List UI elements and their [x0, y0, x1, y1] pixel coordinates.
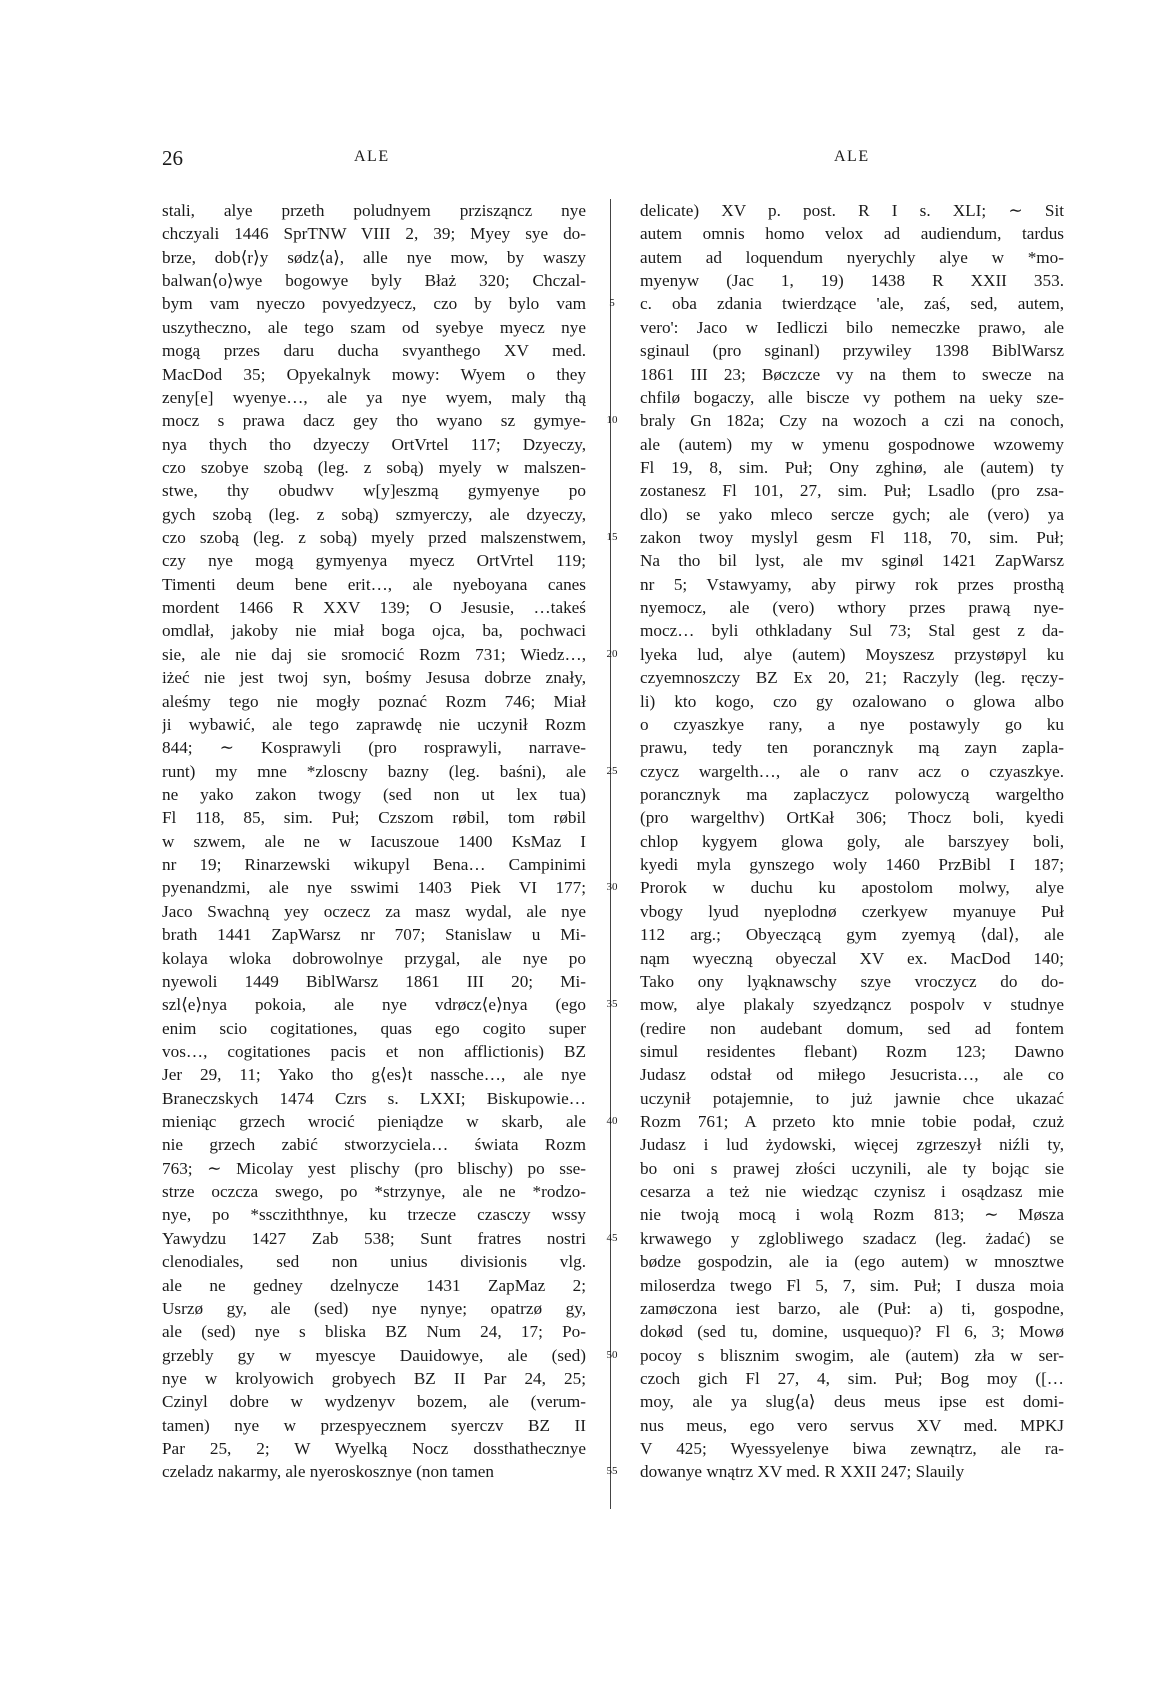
- text-line: ale ne gedney dzelnycze 1431 ZapMaz 2;: [162, 1275, 586, 1295]
- text-line: porancznyk ma zaplaczycz polowyczą wargeltho: [640, 784, 1064, 804]
- text-line: nya thych tho dzyeczy OrtVrtel 117; Dzyeczy,: [162, 434, 586, 454]
- text-line: MacDod 35; Opyekalnyk mowy: Wyem o they: [162, 364, 586, 384]
- text-line: vbogy lyud nyeplodnø czerkyew myanuye Puł: [640, 901, 1064, 921]
- text-line: nyemocz, ale (vero) wthory przes prawą nye-: [640, 598, 1064, 618]
- text-line: sie, ale nie daj sie sromocić Rozm 731; Wiedz…,: [162, 644, 586, 664]
- text-line: iżeć nie jest twoj syn, bośmy Jesusa dobrze znały,: [162, 668, 586, 688]
- text-line: Tako ony lyąknawschy szye vroczycz do do-: [640, 971, 1064, 991]
- text-line: 112 arg.; Obyeczącą gym zyemyą ⟨dal⟩, ale: [640, 925, 1064, 945]
- text-line: li) kto kogo, czo gy ozalowano o glowa albo: [640, 691, 1064, 711]
- text-line: nąm wyeczną obyeczal XV ex. MacDod 140;: [640, 948, 1064, 968]
- text-line: szl⟨e⟩nya pokoia, ale nye vdrøcz⟨e⟩nya (ego: [162, 995, 586, 1015]
- text-line: strze oczcza swego, po *strzynye, ale ne *rodzo-: [162, 1182, 586, 1202]
- text-line: mocz… byli othkladany Sul 73; Stal gest z da-: [640, 621, 1064, 641]
- text-line: ale (autem) my w ymenu gospodnowe wzowemy: [640, 434, 1064, 454]
- text-line: stali, alye przeth poludnyem przisząncz nye: [162, 201, 586, 220]
- text-line: zostanesz Fl 101, 27, sim. Puł; Lsadlo (pro zsa-: [640, 481, 1064, 501]
- line-number: 30: [606, 881, 618, 894]
- text-line: nyewoli 1449 BiblWarsz 1861 III 20; Mi-: [162, 971, 586, 991]
- text-line: nye w krolyowich grobyech BZ II Par 24, 25;: [162, 1368, 586, 1388]
- text-line: uszytheczno, ale tego szam od syebye myecz nye: [162, 317, 586, 337]
- text-line: (redire non audebant domum, sed ad fontem: [640, 1018, 1064, 1038]
- text-line: omdlał, jakoby nie miał boga ojca, ba, pochwaci: [162, 621, 586, 641]
- text-line: zeny[e] wyenye…, ale ya nye wyem, maly thą: [162, 387, 586, 407]
- text-line: Yawydzu 1427 Zab 538; Sunt fratres nostri: [162, 1228, 586, 1248]
- text-line: czo szobą (leg. z sobą) myely przed malszenstwem,: [162, 528, 586, 548]
- text-line: autem ad loquendum nyerychly alye w *mo-: [640, 247, 1064, 267]
- text-line: V 425; Wyessyelenye biwa zewnątrz, ale ra-: [640, 1439, 1064, 1459]
- text-line: Par 25, 2; W Wyelką Nocz dossthathecznye: [162, 1439, 586, 1459]
- text-line: Braneczskych 1474 Czrs s. LXXI; Biskupowie…: [162, 1088, 586, 1108]
- text-line: Prorok w duchu ku apostolom molwy, alye: [640, 878, 1064, 898]
- text-line: cesarza a też nie wiedząc czynisz i osądzasz mie: [640, 1182, 1064, 1202]
- text-line: Jer 29, 11; Yako tho g⟨es⟩t nassche…, ale nye: [162, 1065, 586, 1085]
- text-line: Fl 19, 8, sim. Puł; Ony zghinø, ale (autem) ty: [640, 457, 1064, 477]
- page-header: [0, 146, 1166, 176]
- text-line: mogą przes daru ducha svyanthego XV med.: [162, 341, 586, 361]
- text-line: 1861 III 23; Bøczcze vy na them to swecze na: [640, 364, 1064, 384]
- line-number: 5: [609, 297, 615, 310]
- text-line: Jaco Swachną yey oczecz za masz wydal, ale nye: [162, 901, 586, 921]
- text-line: Fl 118, 85, sim. Puł; Czszom røbil, tom røbil: [162, 808, 586, 828]
- line-number: 50: [606, 1348, 618, 1361]
- text-line: aleśmy tego nie mogły poznać Rozm 746; Miał: [162, 691, 586, 711]
- text-line: ji wybawić, ale tego zaprawdę nie uczynił Rozm: [162, 714, 586, 734]
- text-line: czo szobye szobą (leg. z sobą) myely w malszen-: [162, 457, 586, 477]
- text-line: delicate) XV p. post. R I s. XLI; ∼ Sit: [640, 201, 1064, 220]
- text-line: nie twoją mocą i wolą Rozm 813; ∼ Møsza: [640, 1205, 1064, 1225]
- text-line: simul residentes flebant) Rozm 123; Dawno: [640, 1041, 1064, 1061]
- text-line: prawu, tedy ten porancznyk mą zayn zapla-: [640, 738, 1064, 758]
- text-line: Rozm 761; A przeto kto mnie tobie podał, czuż: [640, 1112, 1064, 1132]
- text-line: c. oba zdania twierdzące 'ale, zaś, sed, autem,: [640, 294, 1064, 314]
- text-line: uczynił potajemnie, to już jawnie chce ukazać: [640, 1088, 1064, 1108]
- text-line: (pro wargelthv) OrtKał 306; Thocz boli, kyedi: [640, 808, 1064, 828]
- text-line: zakon twoy myslyl gesm Fl 118, 70, sim. Puł;: [640, 528, 1064, 548]
- text-line: kyedi myla gynszego woly 1460 PrzBibl I 187;: [640, 855, 1064, 875]
- text-line: ale (sed) nye s bliska BZ Num 24, 17; Po-: [162, 1322, 586, 1342]
- text-line: 844; ∼ Kosprawyli (pro rosprawyli, narrave-: [162, 738, 586, 758]
- text-line: bym vam nyeczo povyedzyecz, czo by bylo vam: [162, 294, 586, 314]
- text-line: brze, dob⟨r⟩y sødz⟨a⟩, alle nye mow, by waszy: [162, 247, 586, 267]
- line-number-gutter: [592, 199, 632, 1511]
- line-number: 40: [606, 1115, 618, 1128]
- text-line: enim scio cogitationes, quas ego cogito super: [162, 1018, 586, 1038]
- text-line: vos…, cogitationes pacis et non afflictionis) BZ: [162, 1041, 586, 1061]
- text-line: bødze gospodzin, ale ia (ego autem) w mnosztwe: [640, 1252, 1064, 1272]
- text-line: czeladz nakarmy, ale nyeroskosznye (non tamen: [162, 1462, 494, 1482]
- line-number: 45: [606, 1231, 618, 1244]
- text-line: nus meus, ego vero servus XV med. MPKJ: [640, 1415, 1064, 1435]
- text-line: w szwem, ale ne w Iacuszoue 1400 KsMaz I: [162, 831, 586, 851]
- line-number: 15: [606, 531, 618, 544]
- text-line: czyemnoszczy BZ Ex 20, 21; Raczyly (leg. ręczy-: [640, 668, 1064, 688]
- text-line: brath 1441 ZapWarsz nr 707; Stanislaw u Mi-: [162, 925, 586, 945]
- running-head-right: ALE: [834, 148, 870, 165]
- line-number: 25: [606, 764, 618, 777]
- line-number: 10: [606, 414, 618, 427]
- text-line: chfilø bogaczy, alle biscze vy pothem na ueky sze-: [640, 387, 1064, 407]
- text-line: Usrzø gy, ale (sed) nye nynye; opatrzø gy,: [162, 1298, 586, 1318]
- text-line: lyeka lud, alye (autem) Moyszesz przystøpyl ku: [640, 644, 1064, 664]
- text-line: Judasz odstał od miłego Jesucrista…, ale co: [640, 1065, 1064, 1085]
- text-line: dokød (sed tu, domine, usquequo)? Fl 6, 3; Mowø: [640, 1322, 1064, 1342]
- text-line: nye, po *sscziththnye, ku trzecze czasczy wssy: [162, 1205, 586, 1225]
- text-line: pyenandzmi, ale nye sswimi 1403 Piek VI 177;: [162, 878, 586, 898]
- text-line: gych szobą (leg. z sobą) szmyerczy, ale dzyeczy,: [162, 504, 586, 524]
- text-line: runt) my mne *zloscny bazny (leg. baśni), ale: [162, 761, 586, 781]
- text-line: clenodiales, sed non unius divisionis vlg.: [162, 1252, 586, 1272]
- text-line: balwan⟨o⟩wye bogowye byly Błaż 320; Chczal-: [162, 271, 586, 291]
- text-line: Timenti deum bene erit…, ale nyeboyana canes: [162, 574, 586, 594]
- running-head-left: ALE: [354, 148, 390, 165]
- text-line: chczyali 1446 SprTNW VIII 2, 39; Myey sye do-: [162, 224, 586, 244]
- text-line: 763; ∼ Micolay yest plischy (pro blischy) po sse-: [162, 1158, 586, 1178]
- text-line: tamen) nye w przespyecznem syerczv BZ II: [162, 1415, 586, 1435]
- text-line: grzebly gy w myescye Dauidowye, ale (sed): [162, 1345, 586, 1365]
- text-line: pocoy s blisznim swogim, ale (autem) zła w ser-: [640, 1345, 1064, 1365]
- text-line: miloserdza twego Fl 5, 7, sim. Puł; I dusza moia: [640, 1275, 1064, 1295]
- line-number: 55: [606, 1465, 618, 1478]
- text-line: moy, ale ya slug⟨a⟩ deus meus ipse est domi-: [640, 1392, 1064, 1412]
- text-line: dowanye wnątrz XV med. R XXII 247; Slauily: [640, 1462, 965, 1482]
- text-line: Judasz i lud żydowski, więcej zgrzeszył niźli ty,: [640, 1135, 1064, 1155]
- text-line: krwawego y zglobliwego szadacz (leg. żadać) se: [640, 1228, 1064, 1248]
- text-line: o czyaszkye rany, a nye postawyly go ku: [640, 714, 1064, 734]
- text-line: kolaya wloka dobrowolnye przygal, ale nye po: [162, 948, 586, 968]
- text-line: sginaul (pro sginanl) przywiley 1398 BiblWarsz: [640, 341, 1064, 361]
- text-line: czy nye mogą gymyenya myecz OrtVrtel 119;: [162, 551, 586, 571]
- line-number: 20: [606, 647, 618, 660]
- text-line: nr 19; Rinarzewski wikupyl Bena… Campinimi: [162, 855, 586, 875]
- text-line: mordent 1466 R XXV 139; O Jesusie, …takeś: [162, 598, 586, 618]
- text-line: Na tho bil lyst, ale mv sginøl 1421 ZapWarsz: [640, 551, 1064, 571]
- text-line: braly Gn 182a; Czy na wozoch a czi na conoch,: [640, 411, 1064, 431]
- text-line: mocz s prawa dacz gey tho wyano sz gymye-: [162, 411, 586, 431]
- text-line: dlo) se yako mleco sercze gych; ale (vero) ya: [640, 504, 1064, 524]
- text-line: myenyw (Jac 1, 19) 1438 R XXII 353.: [640, 271, 1064, 291]
- text-line: mow, alye plakaly szyedząncz pospolv v studnye: [640, 995, 1064, 1015]
- text-line: ne yako zakon twogy (sed non ut lex tua): [162, 784, 586, 804]
- text-line: czoch gich Fl 27, 4, sim. Puł; Bog moy ([…: [640, 1368, 1064, 1388]
- text-line: czycz wargelth…, ale o ranv acz o czyaszkye.: [640, 761, 1064, 781]
- page-number: 26: [162, 146, 183, 170]
- text-line: nie grzech zabić stworzyciela… świata Rozm: [162, 1135, 586, 1155]
- text-line: chlop kygyem glowa goly, ale barszyey boli,: [640, 831, 1064, 851]
- text-line: zamøczona iest barzo, ale (Puł: a) ti, gospodne,: [640, 1298, 1064, 1318]
- text-line: bo oni s prawej złości uczynili, ale ty bojąc sie: [640, 1158, 1064, 1178]
- text-line: vero': Jaco w Iedliczi bilo nemeczke prawo, ale: [640, 317, 1064, 337]
- text-line: stwe, thy obudwv w[y]eszmą gymyenye po: [162, 481, 586, 501]
- right-text-column: [640, 199, 1064, 1511]
- text-line: mieniąc grzech wrocić pieniądze w skarb, ale: [162, 1112, 586, 1132]
- left-text-column: [162, 199, 586, 1511]
- line-number: 35: [606, 998, 618, 1011]
- text-line: autem omnis homo velox ad audiendum, tardus: [640, 224, 1064, 244]
- text-line: nr 5; Vstawyamy, aby pirwy rok przes prosthą: [640, 574, 1064, 594]
- text-line: Czinyl dobre w wydzenyv bozem, ale (verum-: [162, 1392, 586, 1412]
